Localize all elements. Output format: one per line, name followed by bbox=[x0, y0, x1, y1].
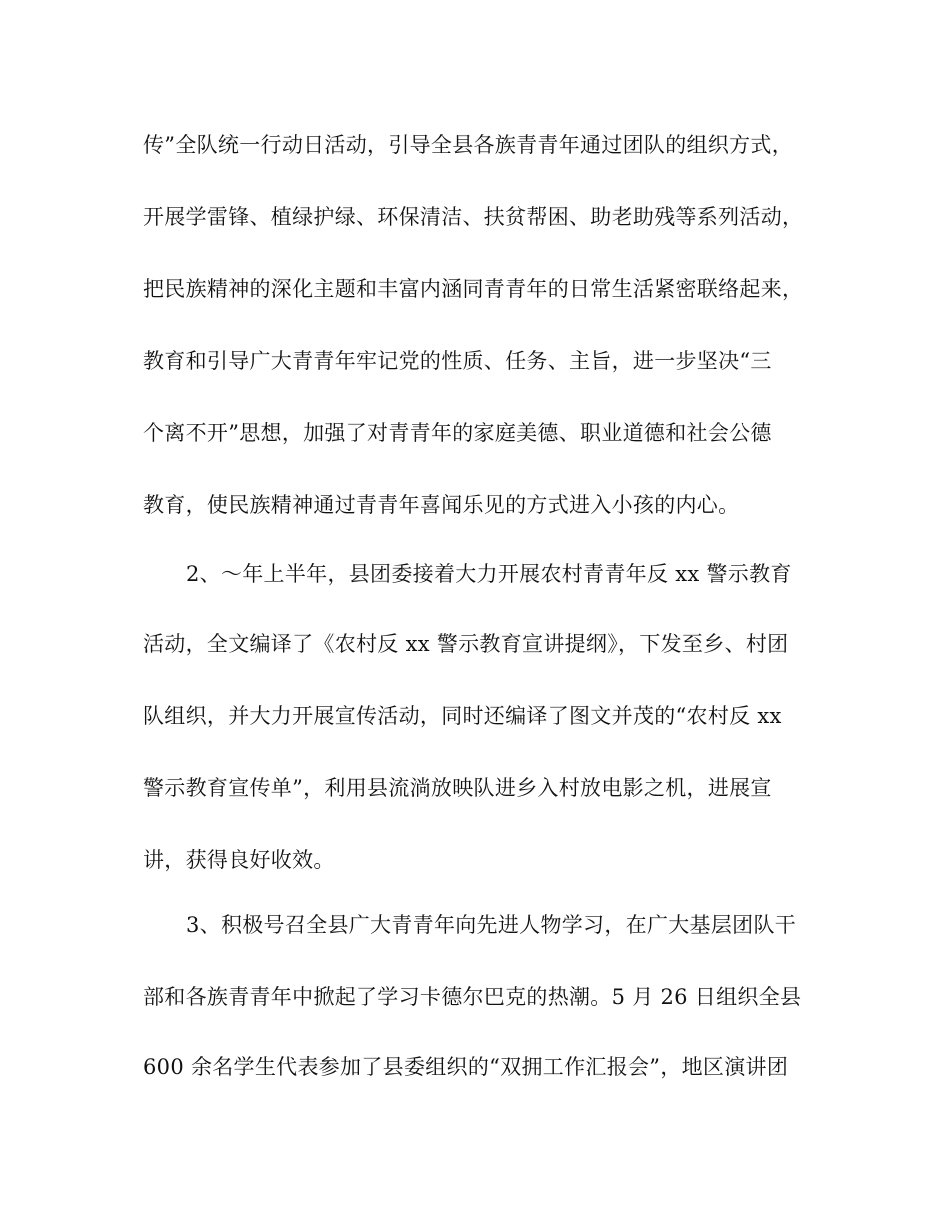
paragraph-2-first-line: 2、～年上半年，县团委接着大力开展农村青青年反 xx 警示教育 bbox=[186, 562, 792, 586]
text-line: 部和各族青青年中掀起了学习卡德尔巴克的热潮。5 月 26 日组织全县 bbox=[143, 985, 802, 1009]
text-line: 个离不开”思想，加强了对青青年的家庭美德、职业道德和社会公德 bbox=[143, 421, 772, 445]
paragraph-3-first-line: 3、积极号召全县广大青青年向先进人物学习，在广大基层团队干 bbox=[186, 913, 797, 937]
text-line: 教育和引导广大青青年牢记党的性质、任务、主旨，进一步坚决“三 bbox=[143, 349, 772, 373]
text-line: 队组织，并大力开展宣传活动，同时还编译了图文并茂的“农村反 xx bbox=[143, 704, 782, 728]
text-line: 开展学雷锋、植绿护绿、环保清洁、扶贫帮困、助老助残等系列活动， bbox=[143, 205, 804, 229]
text-line: 把民族精神的深化主题和丰富内涵同青青年的日常生活紧密联络起来， bbox=[143, 277, 804, 301]
text-line: 600 余名学生代表参加了县委组织的“双拥工作汇报会”，地区演讲团 bbox=[143, 1055, 789, 1079]
text-line: 教育，使民族精神通过青青年喜闻乐见的方式进入小孩的内心。 bbox=[143, 493, 740, 517]
text-line: 传”全队统一行动日活动，引导全县各族青青年通过团队的组织方式， bbox=[143, 133, 794, 157]
text-line: 讲，获得良好收效。 bbox=[143, 848, 335, 872]
text-line: 活动，全文编译了《农村反 xx 警示教育宣讲提纲》，下发至乡、村团 bbox=[143, 632, 789, 656]
text-line: 警示教育宣传单”，利用县流淌放映队进乡入村放电影之机，进展宣 bbox=[143, 776, 772, 800]
